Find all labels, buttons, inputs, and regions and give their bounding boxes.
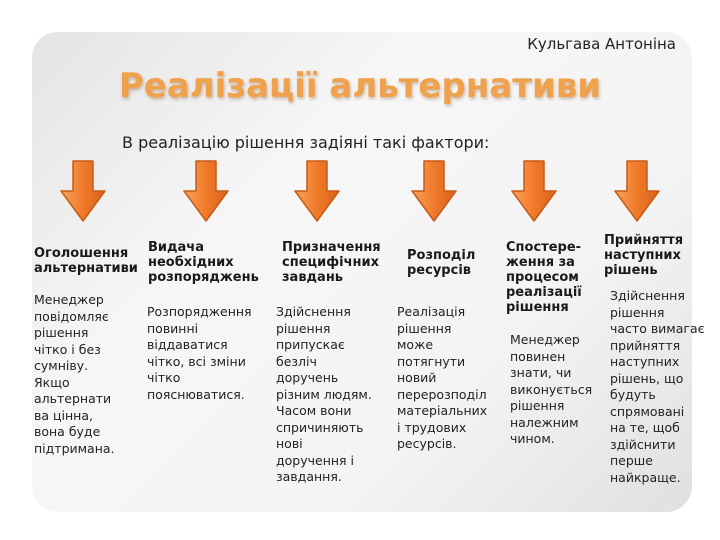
factor-heading — [148, 240, 284, 285]
factor-heading: Оголошення альтернативи — [34, 246, 138, 276]
factor-description: Розпорядження повинні віддаватися чітко, всі зміни чітко пояснюватися. — [147, 304, 252, 402]
factor-description: Менеджер повинен знати, чи виконується рішення належним чином. — [510, 332, 593, 446]
down-arrow-icon — [294, 160, 340, 222]
down-arrow-icon — [60, 160, 106, 222]
factor-description: Здійснення рішення припускає безліч доручень різним людям. Часом вони спричиняють нові доручення і завдання. — [276, 304, 372, 484]
factor-heading — [282, 240, 392, 285]
slide-subtitle: В реалізацію рішення задіяні такі фактори: — [122, 133, 490, 152]
factor-heading: Спостере- ження за процесом реалізації рішення — [506, 240, 582, 315]
factor-description: Здійснення рішення часто вимагає прийняття наступних рішень, що будуть спрямовані на те, щоб здійснити перше найкраще. — [610, 288, 705, 485]
down-arrow-icon — [614, 160, 660, 222]
factor-description: Реалізація рішення може потягнути новий перерозподіл матеріальних і трудових ресурсів. — [397, 304, 488, 451]
factor-description: Менеджер повідомляє рішення чітко і без сумніву. Якщо альтернати ва цінна, вона буде підтримана. — [34, 292, 115, 456]
factor-heading-text: Призначення специфічних завдань — [282, 240, 381, 285]
slide-title: Реалізації альтернативи — [118, 66, 602, 106]
factor-heading: Розподіл ресурсів — [407, 248, 476, 278]
down-arrow-icon — [183, 160, 229, 222]
down-arrow-icon — [411, 160, 457, 222]
factor-heading-text: Видача необхідних розпоряджень — [148, 240, 259, 285]
factor-heading: Прийняття наступних рішень — [604, 233, 684, 278]
author-name: Кульгава Антоніна — [527, 35, 676, 53]
down-arrow-icon — [511, 160, 557, 222]
